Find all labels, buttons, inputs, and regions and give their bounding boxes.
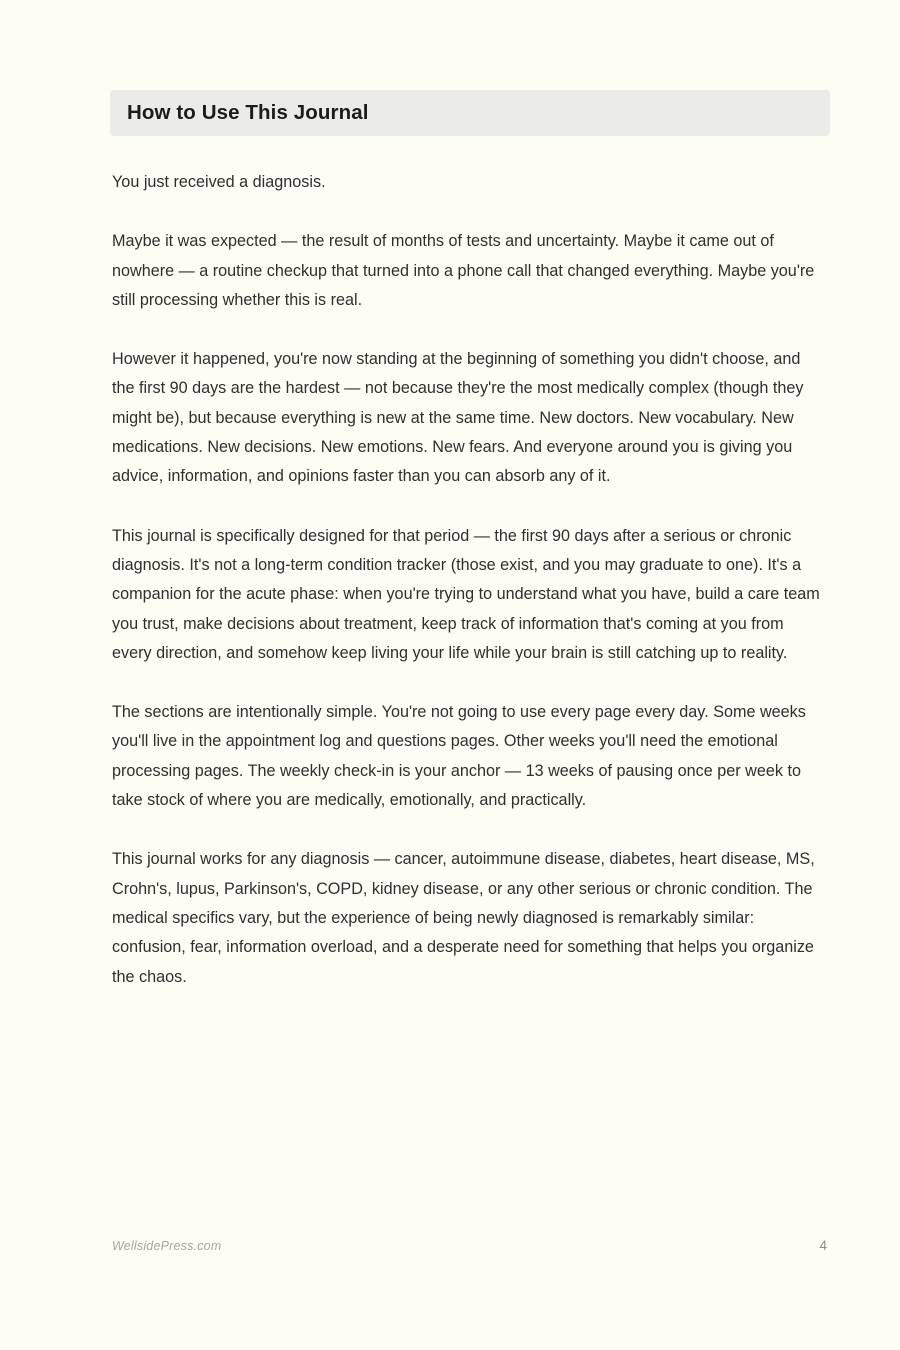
- page-title-bar: [110, 90, 830, 136]
- body-paragraph: This journal is specifically designed for that period — the first 90 days after a serious or chronic diagnosis. It's not a long-term condition tracker (those exist, and you may graduate to one). It's a companion for the acute phase: when you're trying to understand what you have, build a care team you trust, make decisions about treatment, keep track of information that's coming at you from every direction, and somehow keep living your life while your brain is still catching up to reality.: [112, 526, 820, 662]
- body-paragraph: You just received a diagnosis.: [112, 173, 326, 191]
- page-title: How to Use This Journal: [127, 101, 369, 124]
- page-number: 4: [819, 1238, 827, 1253]
- body-paragraph: Maybe it was expected — the result of months of tests and uncertainty. Maybe it came out of nowhere — a routine checkup that turned into a phone call that changed everything. Maybe you're still processing whether this is real.: [112, 232, 815, 309]
- body-paragraph: This journal works for any diagnosis — cancer, autoimmune disease, diabetes, heart disease, MS, Crohn's, lupus, Parkinson's, COPD, kidney disease, or any other serious or chronic condition. The medical specifics vary, but the experience of being newly diagnosed is remarkably similar: confusion, fear, information overload, and a desperate need for something that helps you organize the chaos.: [112, 850, 815, 986]
- body-paragraph: The sections are intentionally simple. You're not going to use every page every day. Some weeks you'll live in the appointment log and questions pages. Other weeks you'll need the emotional processing pages. The weekly check-in is your anchor — 13 weeks of pausing once per week to take stock of where you are medically, emotionally, and practically.: [112, 703, 806, 810]
- page-footer: [112, 1238, 827, 1253]
- page-body: [112, 168, 827, 992]
- publisher-brand: WellsidePress.com: [112, 1239, 222, 1253]
- body-paragraph: However it happened, you're now standing at the beginning of something you didn't choose, and the first 90 days are the hardest — not because they're the most medically complex (though they might be), but because everything is new at the same time. New doctors. New vocabulary. New medications. New decisions. New emotions. New fears. And everyone around you is giving you advice, information, and opinions faster than you can absorb any of it.: [112, 350, 804, 486]
